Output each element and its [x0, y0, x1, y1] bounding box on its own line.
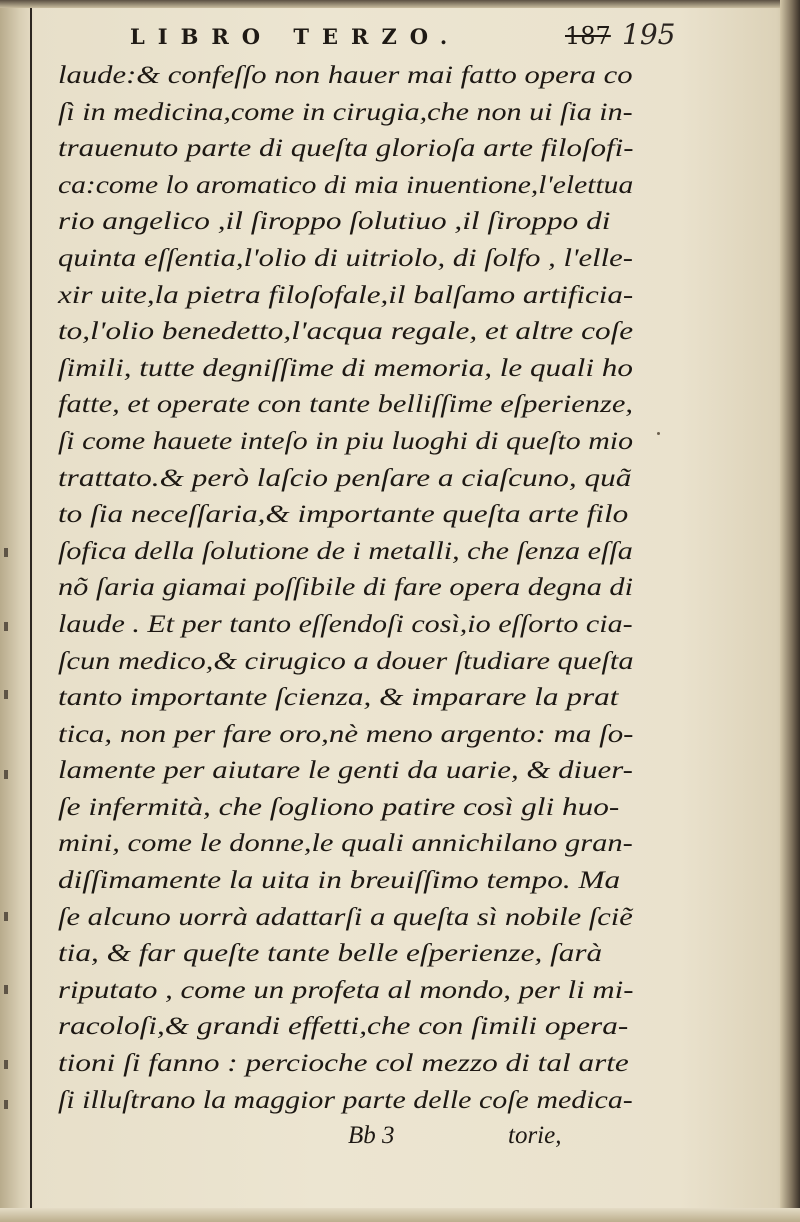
text-line: ſe alcuno uorrà adattarſi a queſta sì nobile ſciẽ: [58, 903, 633, 931]
text-line: tanto importante ſcienza, & imparare la prat: [58, 684, 619, 712]
text-line: rio angelico ,il ſiroppo ſolutiuo ,il ſiroppo di: [58, 208, 611, 236]
text-line: quinta eſſentia,l'olio di uitriolo, di ſolfo , l'elle-: [58, 244, 633, 272]
page-top-edge: [0, 0, 800, 8]
catchword: torie,: [508, 1122, 562, 1149]
text-line: ca:come lo aromatico di mia inuentione,l'elettua: [58, 171, 634, 199]
text-line: to,l'olio benedetto,l'acqua regale, et altre coſe: [58, 318, 634, 346]
text-line: mini, come le donne,le quali annichilano gran-: [58, 830, 633, 858]
text-line: ſe infermità, che ſogliono patire così gli huo-: [58, 793, 620, 821]
text-line: nõ ſaria giamai poſſibile di fare opera degna di: [58, 574, 634, 602]
gutter-mark: [4, 548, 8, 557]
gutter-mark: [4, 1060, 8, 1069]
text-line: ſcun medico,& cirugico a douer ſtudiare queſta: [58, 647, 634, 675]
gutter-mark: [4, 622, 8, 631]
text-line: tia, & far queſte tante belle eſperienze, ſarà: [58, 940, 603, 968]
signature-mark: Bb 3: [348, 1122, 395, 1149]
text-line: diſſimamente la uita in breuiſſimo tempo. Ma: [58, 867, 621, 895]
page-right-edge: [780, 0, 800, 1222]
text-line: to ſia neceſſaria,& importante queſta arte filo: [58, 501, 629, 529]
page-gutter: [0, 0, 34, 1222]
text-line: ſi come hauete inteſo in piu luoghi di queſto mio: [58, 427, 634, 455]
text-line: xir uite,la pietra filoſofale,il balſamo artificia-: [58, 281, 634, 309]
gutter-mark: [4, 1100, 8, 1109]
gutter-mark: [4, 770, 8, 779]
text-line: ſofica della ſolutione de i metalli, che ſenza eſſa: [58, 537, 633, 565]
text-line: tioni ſi fanno : percioche col mezzo di tal arte: [58, 1050, 629, 1078]
text-line: tica, non per fare oro,nè meno argento: ma ſo-: [58, 720, 634, 748]
text-line: lamente per aiutare le genti da uarie, & diuer-: [58, 757, 633, 785]
text-line: ſi illuſtrano la maggior parte delle coſe medica-: [58, 1086, 633, 1114]
gutter-fold-line: [30, 0, 32, 1222]
text-line: ſì in medicina,come in cirugia,che non ui ſia in-: [58, 98, 633, 126]
gutter-mark: [4, 912, 8, 921]
text-line: trauenuto parte di queſta glorioſa arte filoſofi-: [58, 135, 634, 163]
text-line: laude . Et per tanto eſſendoſi così,io eſſorto cia-: [58, 610, 633, 638]
running-head: LIBRO TERZO.: [130, 24, 461, 49]
text-line: fatte, et operate con tante belliſſime eſperienze,: [58, 391, 634, 419]
handwritten-folio: 195: [622, 18, 676, 51]
page-footer: [58, 1122, 638, 1158]
text-line: racoloſi,& grandi effetti,che con ſimili opera-: [58, 1013, 629, 1041]
text-line: ſimili, tutte degniſſime di memoria, le quali ho: [58, 354, 633, 382]
text-line: laude:& confeſſo non hauer mai fatto opera co: [58, 62, 633, 89]
printed-folio-struck: 187: [565, 22, 611, 50]
gutter-mark: [4, 690, 8, 699]
body-text: [58, 58, 638, 1119]
page-bottom-edge: [0, 1208, 800, 1222]
gutter-mark: [4, 985, 8, 994]
text-line: riputato , come un profeta al mondo, per li mi-: [58, 976, 634, 1004]
text-line: trattato.& però laſcio penſare a ciaſcuno, quã: [58, 464, 632, 492]
